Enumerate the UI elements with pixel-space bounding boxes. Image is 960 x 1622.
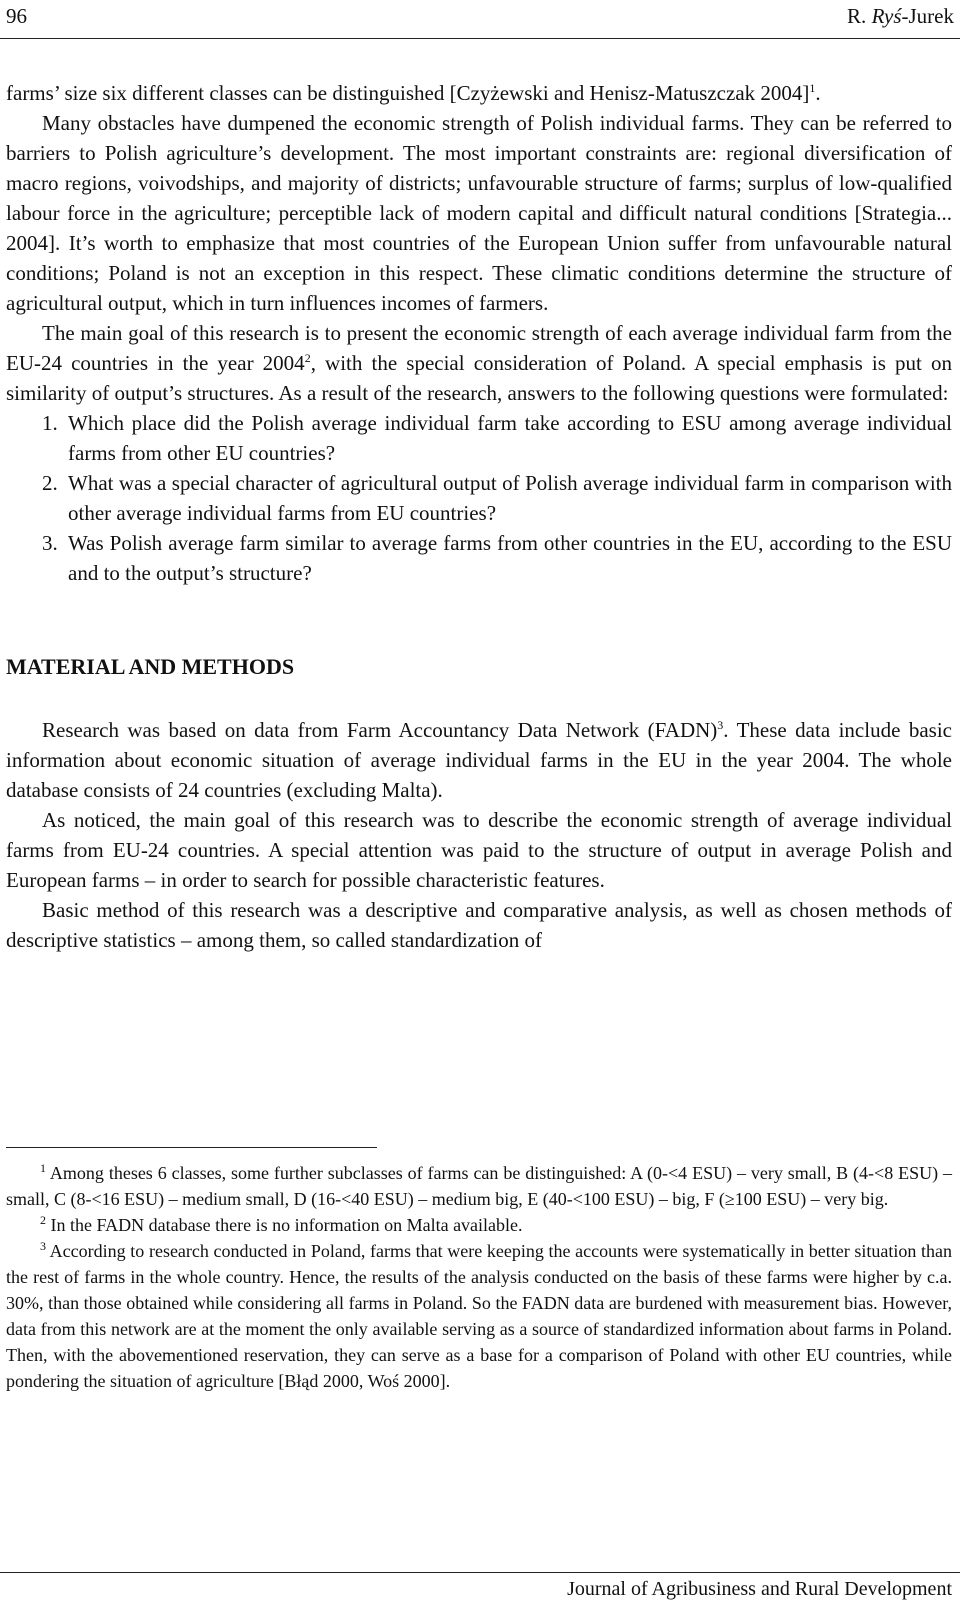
- question-text: What was a special character of agricultural output of Polish average individual farm in comparison with other average individual farms from EU countries?: [68, 471, 952, 525]
- author-initial: R.: [847, 4, 872, 28]
- footnote-rule: [6, 1147, 377, 1148]
- footer-rule: [0, 1572, 960, 1573]
- question-item: [6, 468, 952, 528]
- paragraph-obstacles: Many obstacles have dumpened the economic strength of Polish individual farms. They can be referred to barriers to Polish agriculture’s development. The most important constraints are: regional diversification of macro regions, voivodships, and majority of districts; unfavourable structure of farms; surplus of low-qualified labour force in the agriculture; perceptible lack of modern capital and difficult natural conditions [Strategia... 2004]. It’s worth to emphasize that most countries of the European Union suffer from unfavourable natural conditions; Poland is not an exception in this respect. These climatic conditions determine the structure of agricultural output, which in turn influences incomes of farmers.: [6, 111, 952, 315]
- paragraph-text: , with the special consideration of Poland. A special emphasis is put on similarity of output’s structures. As a result of the research, answers to the following questions were formulated:: [6, 351, 953, 405]
- footnote-3: [6, 1238, 952, 1394]
- question-number: 1.: [42, 411, 58, 435]
- section-heading: MATERIAL AND METHODS: [6, 654, 295, 679]
- author-surname-italic: Ryś: [871, 4, 902, 28]
- paragraph-text: . These data include basic information about economic situation of average individual farms in the EU in the year 2004. The whole database consists of 24 countries (excluding Malta).: [6, 718, 952, 802]
- paragraph-methods-approach: Basic method of this research was a descriptive and comparative analysis, as well as chosen methods of descriptive statistics – among them, so called standardization of: [6, 898, 952, 952]
- research-questions: [6, 408, 952, 588]
- paragraph-methods-goal: As noticed, the main goal of this research was to describe the economic strength of average individual farms from EU-24 countries. A special attention was paid to the structure of output in average Polish and European farms – in order to search for possible characteristic features.: [6, 808, 952, 892]
- author-surname-rest: -Jurek: [901, 4, 954, 28]
- footnote-ref-3: 3: [717, 718, 724, 732]
- running-header: [6, 4, 954, 34]
- question-text: Was Polish average farm similar to average farms from other countries in the EU, according to the ESU and to the output’s structure?: [68, 531, 952, 585]
- footnote-text: In the FADN database there is no information on Malta available.: [50, 1215, 523, 1235]
- footnote-1: [6, 1160, 952, 1212]
- footnote-text: According to research conducted in Poland, farms that were keeping the accounts were systematically in better situation than the rest of farms in the whole country. Hence, the results of the analysis conducted on the basis of these farms were higher by c.a. 30%, than those obtained while considering all farms in Poland. So the FADN data are burdened with measurement bias. However, data from this network are at the moment the only available serving as a source of standardized information about farms in Poland. Then, with the abovementioned reservation, they can serve as a base for a comparison of Poland with other EU countries, while pondering the situation of agriculture [Błąd 2000, Woś 2000].: [6, 1241, 952, 1391]
- header-rule: [0, 38, 960, 39]
- page-number: 96: [6, 4, 27, 28]
- question-number: 3.: [42, 531, 58, 555]
- question-item: [6, 528, 952, 588]
- paragraph-continued: [6, 78, 952, 108]
- footnotes: [6, 1160, 952, 1394]
- question-text: Which place did the Polish average individual farm take according to ESU among average individual farms from other EU countries?: [68, 411, 952, 465]
- paragraph-text: farms’ size six different classes can be distinguished [Czyżewski and Henisz-Matuszczak 2004]: [6, 81, 810, 105]
- paragraph-end: .: [815, 81, 821, 105]
- main-text: [6, 78, 952, 955]
- paragraph-text: The main goal of this research is to present the economic strength of each average individual farm from the EU-24 countries in the year 2004: [6, 321, 952, 375]
- running-author: [847, 4, 954, 29]
- paragraph-text: Research was based on data from Farm Accountancy Data Network (FADN): [42, 718, 718, 742]
- footnote-ref-1: 1: [809, 81, 816, 95]
- footnote-ref-2: 2: [304, 351, 311, 365]
- footnote-number: 3: [40, 1239, 46, 1253]
- footnote-text: Among theses 6 classes, some further subclasses of farms can be distinguished: A (0-<4 ESU) – very small, B (4-<8 ESU) – small, C (8-<16 ESU) – medium small, D (16-<40 ESU) – medium big, E (40-<100 ESU) – big, F (≥100 ESU) – very big.: [6, 1163, 953, 1209]
- paragraph-goal: [6, 318, 952, 408]
- footnote-2: [6, 1212, 952, 1238]
- question-number: 2.: [42, 471, 58, 495]
- paragraph-methods-data: [6, 715, 952, 805]
- footnote-number: 2: [40, 1213, 46, 1227]
- journal-footer: Journal of Agribusiness and Rural Development: [567, 1578, 952, 1600]
- footnote-number: 1: [40, 1161, 46, 1175]
- question-item: [6, 408, 952, 468]
